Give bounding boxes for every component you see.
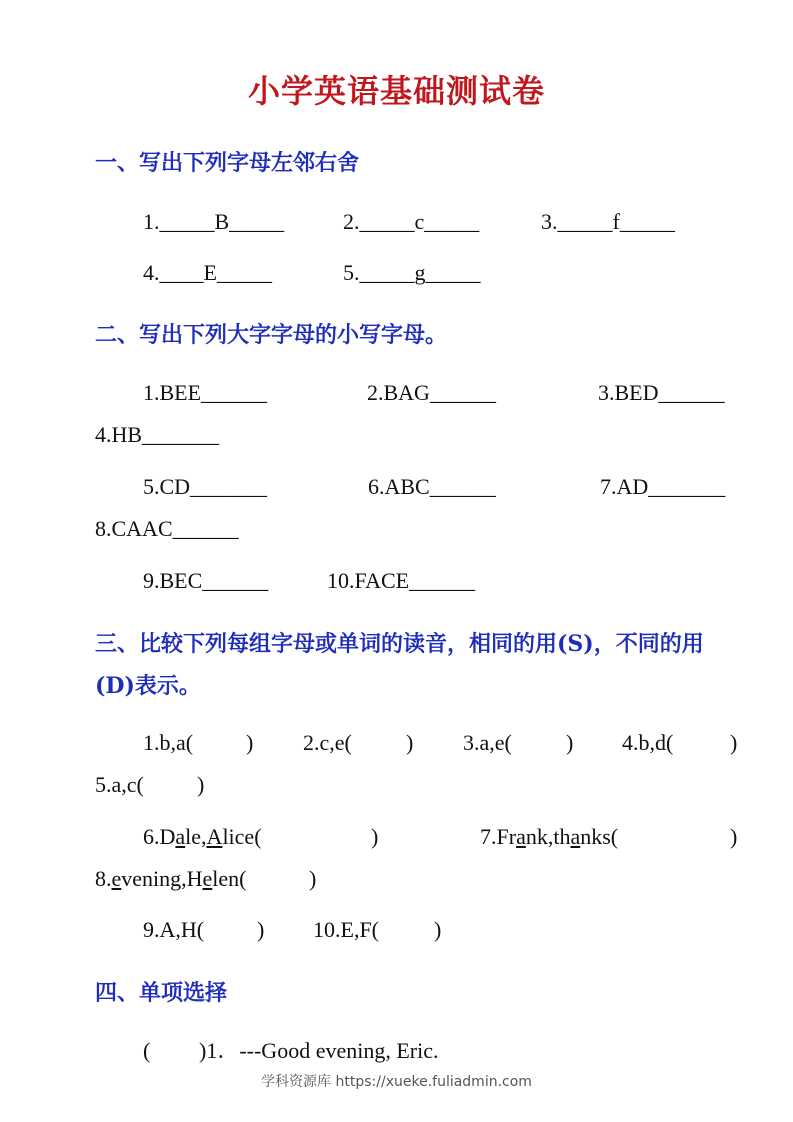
s3-item-5: 5.a,c( <box>95 772 144 797</box>
s3-item-4-close: ) <box>730 730 738 755</box>
s3-item-8-close: ) <box>309 866 317 891</box>
s4-q1-paren: ( <box>143 1038 151 1063</box>
section2-heading: 二、写出下列大字字母的小写字母。 <box>95 322 448 348</box>
s3-item-7-close: ) <box>730 824 738 849</box>
s3-item-3: 3.a,e( <box>463 730 512 755</box>
s3-item-7: 7.Frank,thanks( <box>480 824 619 849</box>
s3-item-10-close: ) <box>434 917 442 942</box>
footer-watermark: 学科资源库 https://xueke.fuliadmin.com <box>261 1074 532 1090</box>
s3-item-9-close: ) <box>257 917 265 942</box>
s1-item-4: 4.____E_____ <box>143 260 272 285</box>
s4-q1-text: )1．---Good evening, Eric. <box>199 1038 439 1063</box>
s3-item-6-close: ) <box>371 824 379 849</box>
page-title: 小学英语基础测试卷 <box>247 72 545 110</box>
section3-heading-line2: (D)表示。 <box>95 673 201 699</box>
s1-item-1: 1._____B_____ <box>143 209 285 234</box>
s2-item-4: 4.HB_______ <box>95 422 220 447</box>
s3-item-8: 8.evening,Helen( <box>95 866 247 891</box>
s3-item-9: 9.A,H( <box>143 917 205 942</box>
s2-item-10: 10.FACE______ <box>327 568 476 593</box>
s2-item-2: 2.BAG______ <box>367 380 496 405</box>
s3-item-1: 1.b,a( <box>143 730 194 755</box>
s3-item-10: 10.E,F( <box>313 917 379 942</box>
s3-item-4: 4.b,d( <box>622 730 674 755</box>
s3-item-6: 6.Dale,Alice( <box>143 824 262 849</box>
section4-heading: 四、单项选择 <box>95 980 228 1006</box>
s2-item-6: 6.ABC______ <box>368 474 496 499</box>
s2-item-5: 5.CD_______ <box>143 474 268 499</box>
s2-item-8: 8.CAAC______ <box>95 516 239 541</box>
s1-item-3: 3._____f_____ <box>541 209 675 234</box>
s3-item-1-close: ) <box>246 730 254 755</box>
section3-heading-line1: 三、比较下列每组字母或单词的读音，相同的用(S)，不同的用 <box>95 631 704 657</box>
s2-item-9: 9.BEC______ <box>143 568 269 593</box>
s3-item-5-close: ) <box>197 772 205 797</box>
s3-item-2-close: ) <box>406 730 414 755</box>
s1-item-5: 5._____g_____ <box>343 260 481 285</box>
s2-item-7: 7.AD_______ <box>600 474 726 499</box>
s1-item-2: 2._____c_____ <box>343 209 480 234</box>
s3-item-2: 2.c,e( <box>303 730 352 755</box>
s2-item-3: 3.BED______ <box>598 380 725 405</box>
section1-heading: 一、写出下列字母左邻右舍 <box>95 150 360 176</box>
s3-item-3-close: ) <box>566 730 574 755</box>
s2-item-1: 1.BEE______ <box>143 380 268 405</box>
